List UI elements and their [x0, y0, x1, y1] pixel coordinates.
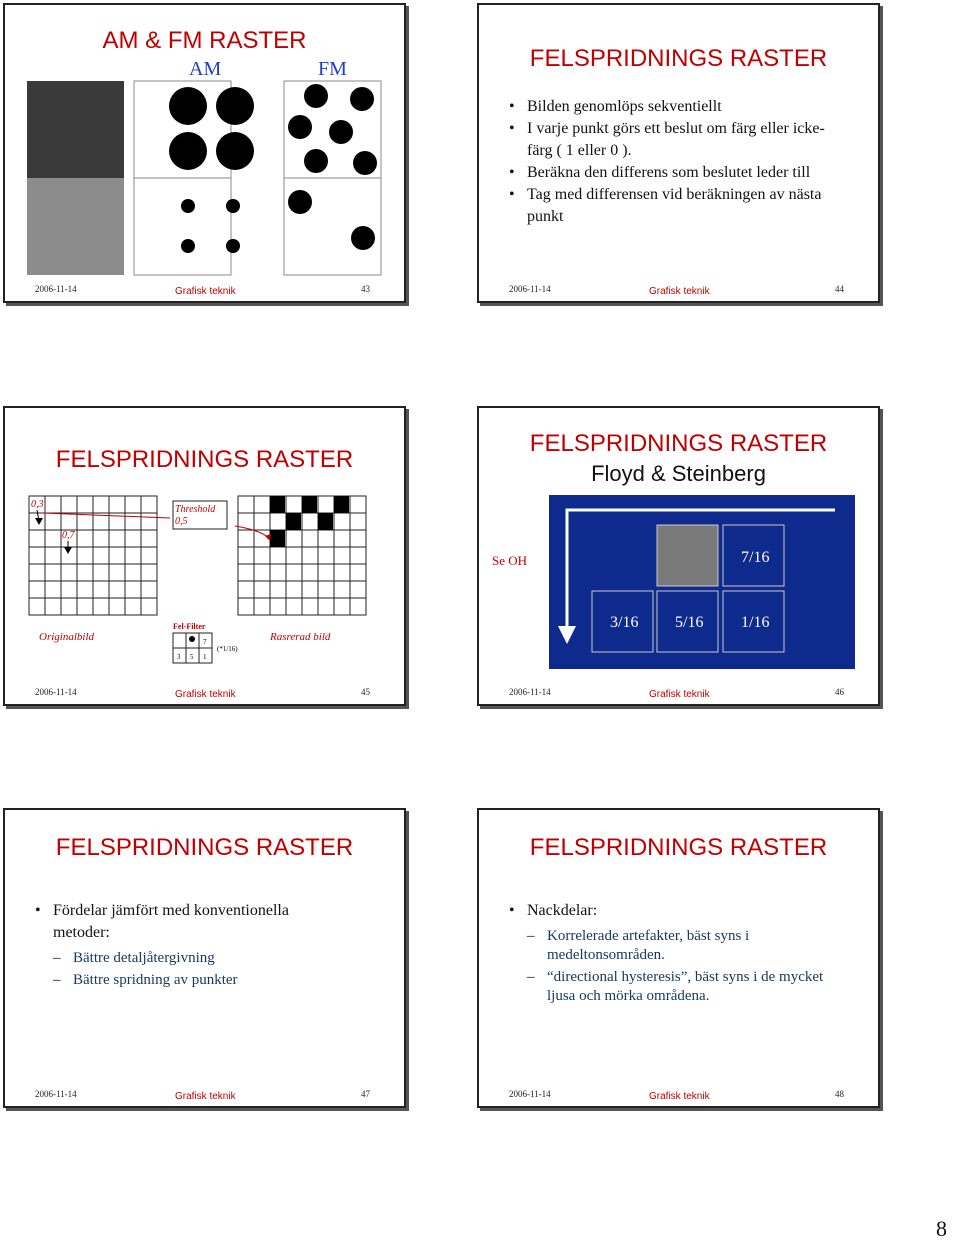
- grid-cell: [318, 598, 334, 615]
- grid-cell: [350, 564, 366, 581]
- grid-cell: [77, 547, 93, 564]
- grid-cell: [334, 513, 350, 530]
- rastered-black-cells: [270, 496, 349, 547]
- grid-cell: [318, 581, 334, 598]
- bullet-list: [35, 900, 325, 944]
- sub-list-wrapper: [527, 924, 847, 1009]
- fm-dots: [288, 84, 377, 250]
- slide-title: FELSPRIDNINGS RASTER: [55, 834, 354, 861]
- error-diffusion-diagram: [5, 408, 404, 704]
- grid-cell: [125, 547, 141, 564]
- slide-number: 48: [835, 1089, 844, 1099]
- slide-title: FELSPRIDNINGS RASTER: [529, 45, 828, 72]
- dash-item: – Bättre spridning av punkter: [53, 971, 373, 990]
- grid-cell: [302, 513, 318, 530]
- grid-cell: [350, 547, 366, 564]
- slide-title: FELSPRIDNINGS RASTER: [55, 446, 354, 473]
- slide-number: 47: [361, 1089, 370, 1099]
- grid-cell: [254, 564, 270, 581]
- dash-list: [53, 949, 373, 990]
- grid-cell: [45, 598, 61, 615]
- grid-cell: [350, 598, 366, 615]
- fel-filter-label: Fel-Filter: [173, 622, 206, 631]
- grid-cell: [270, 513, 286, 530]
- grid-cell: [109, 530, 125, 547]
- grid-cell: [77, 496, 93, 513]
- grid-cell: [61, 513, 77, 530]
- grid-cell: [61, 598, 77, 615]
- grid-cell: [45, 530, 61, 547]
- originalbild-label: Originalbild: [39, 631, 95, 643]
- grid-cell: [45, 581, 61, 598]
- grid-cell: [77, 530, 93, 547]
- dash-list: [527, 927, 847, 1006]
- grid-cell: [238, 564, 254, 581]
- rasrerad-label: Rasrerad bild: [270, 631, 331, 643]
- grid-cell: [286, 547, 302, 564]
- grid-cell: [109, 547, 125, 564]
- bullet-item: • I varje punkt görs ett beslut om färg eller icke-färg ( 1 eller 0 ).: [509, 118, 827, 162]
- slide-footer: Grafisk teknik: [175, 689, 236, 700]
- am-label: AM: [189, 58, 222, 80]
- grid-cell: [270, 547, 286, 564]
- filter-3: 3: [177, 653, 181, 661]
- slide-title: FELSPRIDNINGS RASTER: [529, 430, 828, 457]
- weight-3-16: 3/16: [610, 614, 639, 631]
- grid-cell: [29, 598, 45, 615]
- grid-cell: [286, 530, 302, 547]
- grid-cell: [61, 581, 77, 598]
- slide-date: 2006-11-14: [35, 687, 77, 697]
- bullet-item: • Bilden genomlöps sekventiellt: [509, 96, 858, 118]
- floyd-steinberg-panel: [479, 408, 878, 704]
- grid-cell: [141, 598, 157, 615]
- grid-cell: [318, 547, 334, 564]
- bullet-list: [509, 96, 858, 228]
- grid-cell: [302, 581, 318, 598]
- slide-footer: Grafisk teknik: [649, 689, 710, 700]
- bullet-item: • Nackdelar:: [509, 900, 858, 922]
- grid-cell: [125, 530, 141, 547]
- grid-cell: [141, 530, 157, 547]
- grid-cell: [125, 564, 141, 581]
- dash-item: – Korrelerade artefakter, bäst syns i medeltonsområden.: [527, 927, 847, 965]
- grid-cell: [93, 598, 109, 615]
- slide-number: 45: [361, 687, 370, 697]
- slide-number: 43: [361, 284, 370, 294]
- bullet-item: • Beräkna den differens som beslutet leder till: [509, 162, 858, 184]
- slide-47: [3, 808, 406, 1108]
- grid-cell: [29, 564, 45, 581]
- dash-item: – “directional hysteresis”, bäst syns i de mycket ljusa och mörka områdena.: [527, 968, 847, 1006]
- slide-48: [477, 808, 880, 1108]
- value-b: 0,7: [62, 530, 75, 541]
- value-a: 0,3: [31, 499, 44, 510]
- grid-cell: [61, 564, 77, 581]
- grid-cell: [238, 581, 254, 598]
- mid-tone-swatch: [27, 178, 124, 275]
- grid-cell: [334, 598, 350, 615]
- grid-cell: [318, 530, 334, 547]
- slide-footer: Grafisk teknik: [175, 286, 236, 297]
- dark-tone-swatch: [27, 81, 124, 178]
- bullet-item: • Fördelar jämfört med konventionella metoder:: [35, 900, 325, 944]
- grid-cell: [93, 547, 109, 564]
- grid-cell: [125, 496, 141, 513]
- slide-44: [477, 3, 880, 303]
- grid-cell: [254, 581, 270, 598]
- filter-7: 7: [203, 638, 207, 646]
- grid-cell: [238, 496, 254, 513]
- grid-cell: [238, 547, 254, 564]
- grid-cell: [141, 564, 157, 581]
- se-oh-label: Se OH: [492, 553, 528, 568]
- grid-cell: [302, 530, 318, 547]
- slide-43: [3, 3, 406, 303]
- current-pixel-box: [657, 525, 718, 586]
- grid-cell: [93, 581, 109, 598]
- grid-cell: [77, 598, 93, 615]
- slide-date: 2006-11-14: [509, 687, 551, 697]
- slide-number: 44: [835, 284, 844, 294]
- slide-45: [3, 406, 406, 706]
- grid-cell: [141, 513, 157, 530]
- slide-date: 2006-11-14: [35, 284, 77, 294]
- grid-cell: [45, 564, 61, 581]
- grid-cell: [254, 513, 270, 530]
- am-dots: [169, 87, 254, 253]
- grid-cell: [93, 530, 109, 547]
- grid-cell: [45, 513, 61, 530]
- grid-cell: [125, 598, 141, 615]
- slide-footer: Grafisk teknik: [649, 286, 710, 297]
- grid-cell: [350, 530, 366, 547]
- grid-cell: [254, 598, 270, 615]
- grid-cell: [93, 564, 109, 581]
- grid-cell: [93, 496, 109, 513]
- grid-cell: [318, 564, 334, 581]
- grid-cell: [270, 598, 286, 615]
- slide-46: [477, 406, 880, 706]
- grid-cell: [334, 530, 350, 547]
- slide-date: 2006-11-14: [509, 1089, 551, 1099]
- grid-cell: [141, 496, 157, 513]
- grid-cell: [334, 564, 350, 581]
- weight-7-16: 7/16: [741, 549, 770, 566]
- grid-cell: [77, 513, 93, 530]
- sub-list-wrapper: [53, 946, 373, 993]
- grid-cell: [254, 496, 270, 513]
- grid-cell: [254, 547, 270, 564]
- am-fm-illustration: [5, 5, 404, 301]
- filter-scale: (*1/16): [217, 645, 238, 653]
- grid-cell: [270, 581, 286, 598]
- grid-cell: [109, 496, 125, 513]
- grid-cell: [286, 496, 302, 513]
- grid-cell: [302, 564, 318, 581]
- grid-cell: [350, 496, 366, 513]
- rastered-grid: [238, 496, 366, 615]
- grid-cell: [77, 564, 93, 581]
- threshold-label: Threshold: [175, 504, 216, 515]
- grid-cell: [238, 530, 254, 547]
- fm-label: FM: [318, 58, 347, 80]
- bullet-list: [509, 900, 858, 922]
- grid-cell: [270, 564, 286, 581]
- slide-footer: Grafisk teknik: [649, 1091, 710, 1102]
- slide-date: 2006-11-14: [509, 284, 551, 294]
- bullet-item: • Tag med differensen vid beräkningen av nästa punkt: [509, 184, 827, 228]
- grid-cell: [286, 564, 302, 581]
- grid-cell: [238, 598, 254, 615]
- grid-cell: [334, 547, 350, 564]
- grid-cell: [29, 581, 45, 598]
- grid-cell: [45, 547, 61, 564]
- grid-cell: [286, 581, 302, 598]
- grid-cell: [77, 581, 93, 598]
- original-grid: [29, 496, 157, 615]
- slide-number: 46: [835, 687, 844, 697]
- grid-cell: [141, 547, 157, 564]
- grid-cell: [125, 581, 141, 598]
- threshold-value: 0,5: [175, 516, 188, 527]
- grid-cell: [109, 581, 125, 598]
- slide-footer: Grafisk teknik: [175, 1091, 236, 1102]
- dash-item: – Bättre detaljåtergivning: [53, 949, 373, 968]
- slide-title: FELSPRIDNINGS RASTER: [529, 834, 828, 861]
- grid-cell: [302, 547, 318, 564]
- grid-cell: [29, 547, 45, 564]
- weight-5-16: 5/16: [675, 614, 704, 631]
- filter-1: 1: [203, 653, 207, 661]
- grid-cell: [29, 530, 45, 547]
- grid-cell: [350, 513, 366, 530]
- grid-cell: [109, 564, 125, 581]
- grid-cell: [45, 496, 61, 513]
- grid-cell: [109, 598, 125, 615]
- slide-subtitle: Floyd & Steinberg: [591, 461, 766, 486]
- grid-cell: [350, 581, 366, 598]
- grid-cell: [141, 581, 157, 598]
- slide-date: 2006-11-14: [35, 1089, 77, 1099]
- grid-cell: [61, 496, 77, 513]
- grid-cell: [318, 496, 334, 513]
- page-number: 8: [936, 1216, 947, 1241]
- slide-title: AM & FM RASTER: [102, 27, 307, 54]
- filter-5: 5: [190, 653, 194, 661]
- grid-cell: [302, 598, 318, 615]
- grid-cell: [334, 581, 350, 598]
- grid-cell: [286, 598, 302, 615]
- grid-cell: [125, 513, 141, 530]
- weight-1-16: 1/16: [741, 614, 770, 631]
